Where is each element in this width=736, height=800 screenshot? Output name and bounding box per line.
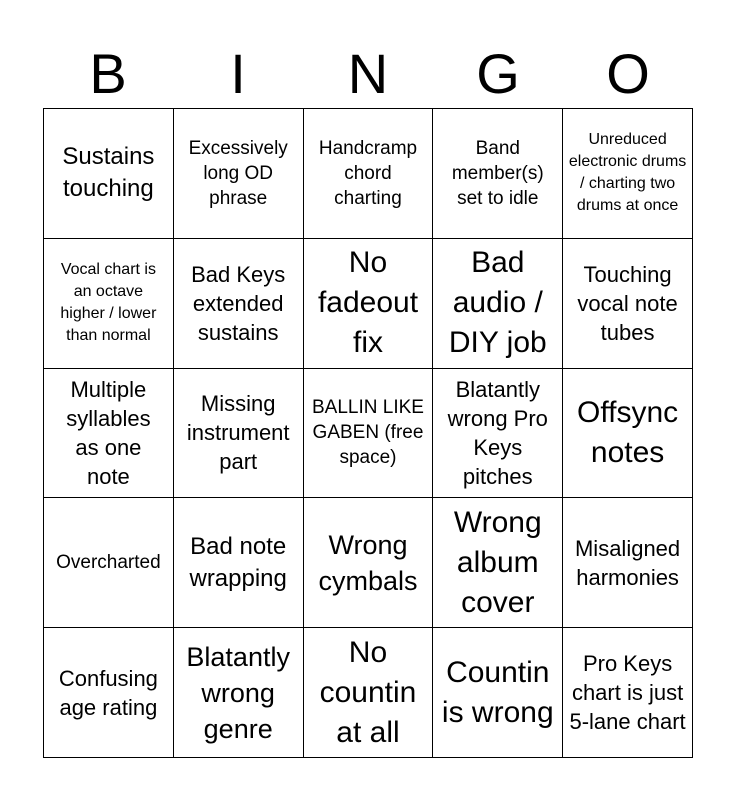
- bingo-cell[interactable]: [44, 369, 174, 499]
- cell-text: Offsync notes: [577, 395, 679, 469]
- bingo-cell[interactable]: [304, 369, 434, 499]
- header-letter-b: B: [89, 42, 127, 105]
- cell-text: No fadeout fix: [317, 246, 419, 360]
- bingo-cell[interactable]: [433, 628, 563, 758]
- cell-text: Multiple syllables as one note: [66, 376, 151, 489]
- bingo-cell[interactable]: [174, 498, 304, 628]
- bingo-cell[interactable]: [174, 369, 304, 499]
- bingo-cell[interactable]: [174, 109, 304, 239]
- cell-text: Countin is wrong: [441, 655, 554, 729]
- cell-text: Missing instrument part: [186, 391, 290, 475]
- bingo-cell[interactable]: [44, 239, 174, 369]
- bingo-cell[interactable]: [44, 109, 174, 239]
- cell-text: Wrong album cover: [453, 505, 542, 619]
- bingo-cell[interactable]: [304, 628, 434, 758]
- cell-text: Pro Keys chart is just 5-lane chart: [569, 651, 686, 735]
- bingo-cell[interactable]: [433, 239, 563, 369]
- cell-text: Band member(s) set to idle: [451, 137, 544, 209]
- bingo-cell[interactable]: [433, 369, 563, 499]
- header-letter-g: G: [476, 42, 520, 105]
- cell-text: Unreduced electronic drums / charting two drums at once: [568, 131, 687, 215]
- cell-text: Confusing age rating: [58, 665, 158, 720]
- header-letter-o: O: [606, 42, 650, 105]
- cell-text: Sustains touching: [62, 143, 155, 203]
- cell-text: Blatantly wrong genre: [186, 641, 290, 744]
- bingo-cell[interactable]: [174, 239, 304, 369]
- cell-text: Wrong cymbals: [318, 529, 418, 596]
- cell-text: Bad Keys extended sustains: [191, 261, 286, 345]
- cell-text: Blatantly wrong Pro Keys pitches: [447, 376, 548, 489]
- cell-text: Misaligned harmonies: [574, 535, 681, 590]
- bingo-cell[interactable]: [304, 498, 434, 628]
- bingo-board: [43, 108, 693, 758]
- cell-text: Excessively long OD phrase: [188, 137, 288, 209]
- bingo-cell[interactable]: [433, 498, 563, 628]
- bingo-cell[interactable]: [563, 628, 693, 758]
- cell-text: Handcramp chord charting: [318, 137, 418, 209]
- bingo-cell[interactable]: [433, 109, 563, 239]
- bingo-cell[interactable]: [563, 239, 693, 369]
- bingo-cell[interactable]: [44, 498, 174, 628]
- cell-text: Overcharted: [56, 552, 161, 574]
- header-letter-i: I: [230, 42, 246, 105]
- bingo-cell[interactable]: [174, 628, 304, 758]
- bingo-cell[interactable]: [304, 239, 434, 369]
- cell-text: Touching vocal note tubes: [577, 261, 678, 345]
- bingo-cell[interactable]: [563, 109, 693, 239]
- header-letter-n: N: [347, 42, 389, 105]
- bingo-header: [43, 40, 693, 108]
- cell-text: Vocal chart is an octave higher / lower than normal: [60, 261, 157, 345]
- bingo-cell[interactable]: [304, 109, 434, 239]
- cell-text: BALLIN LIKE GABEN (free space): [312, 397, 424, 469]
- bingo-cell[interactable]: [44, 628, 174, 758]
- cell-text: Bad note wrapping: [189, 532, 287, 592]
- cell-text: No countin at all: [319, 635, 417, 749]
- bingo-cell[interactable]: [563, 498, 693, 628]
- cell-text: Bad audio / DIY job: [448, 246, 547, 360]
- bingo-cell[interactable]: [563, 369, 693, 499]
